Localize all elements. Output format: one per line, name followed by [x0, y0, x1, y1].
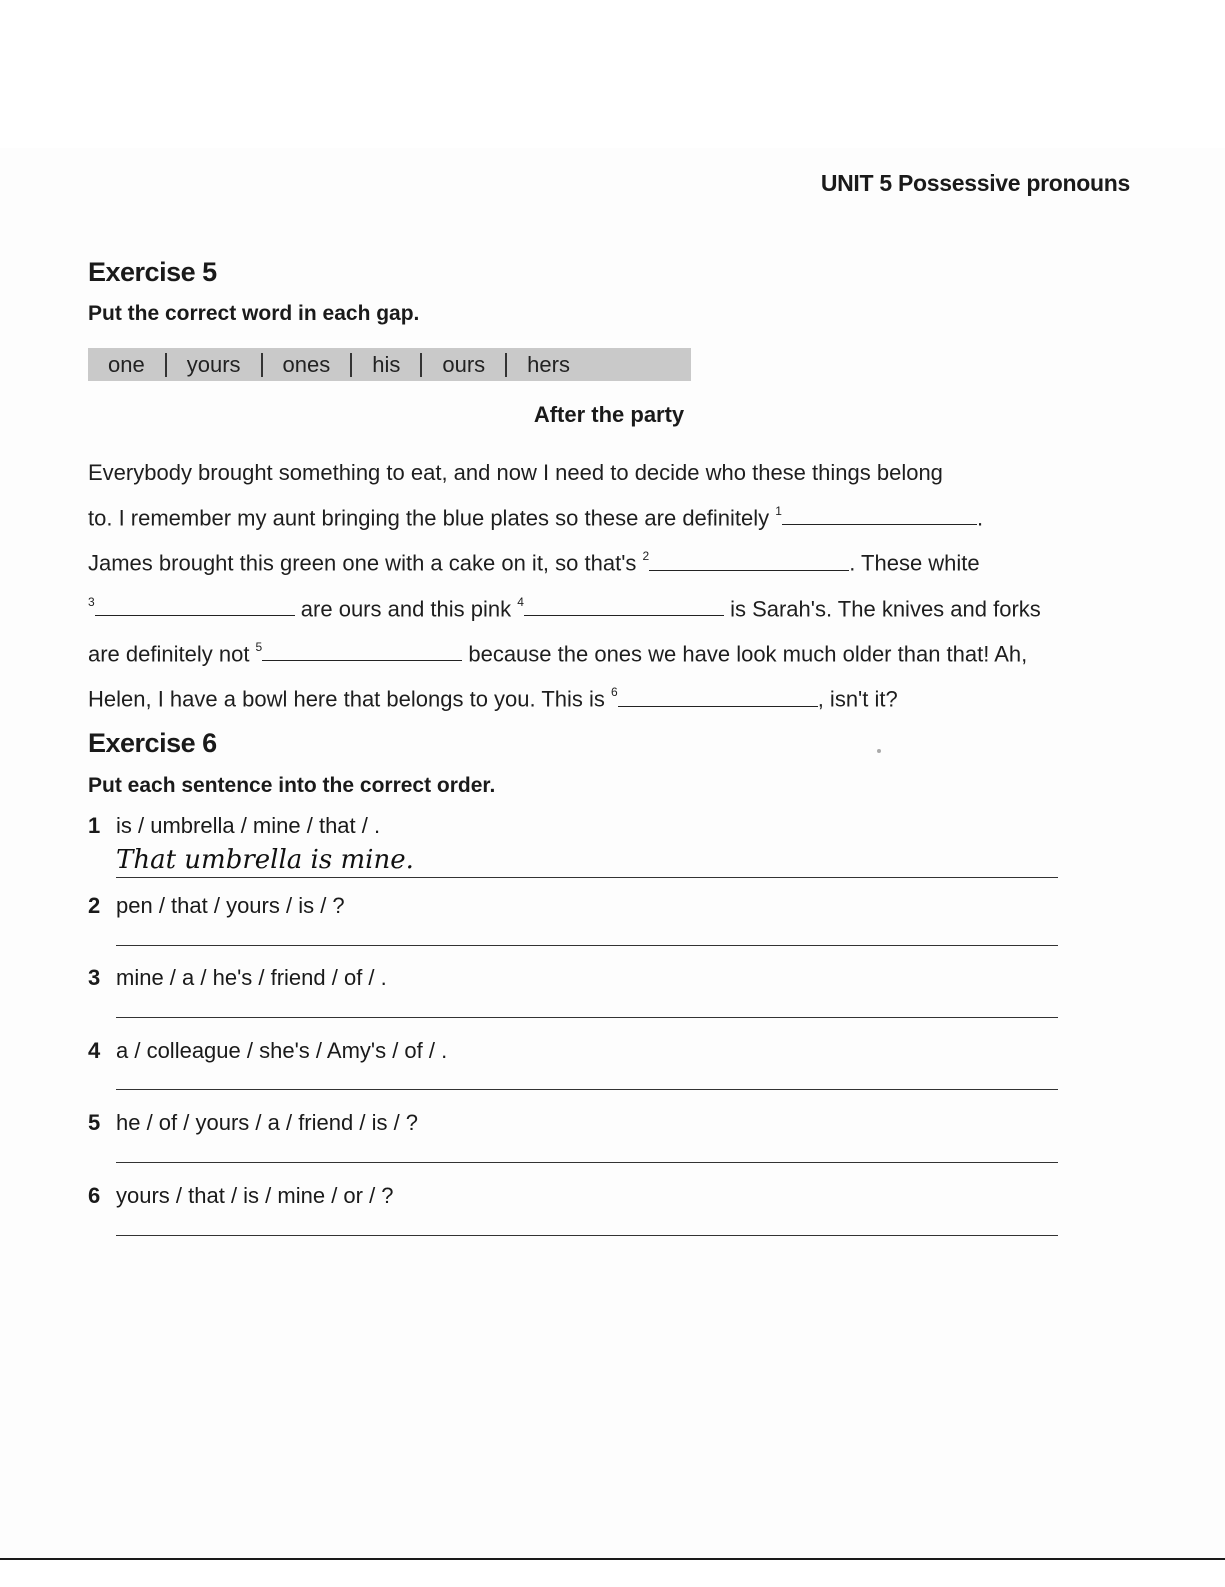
gap-4-blank[interactable]: [524, 599, 724, 616]
item-prompt: a / colleague / she's / Amy's / of / .: [116, 1038, 448, 1063]
answer-line[interactable]: [116, 1089, 1058, 1090]
word-bank: [88, 348, 691, 381]
item-prompt: he / of / yours / a / friend / is / ?: [116, 1110, 419, 1135]
gap-number: 4: [517, 594, 524, 609]
unit-title: UNIT 5 Possessive pronouns: [820, 170, 1130, 196]
story-text-segment: . These white: [849, 550, 980, 576]
story-text-segment: Helen, I have a bowl here that belongs to you. This is: [88, 686, 612, 712]
word-bank-item: hers: [527, 351, 570, 377]
story-text-segment: is Sarah's. The knives and forks: [723, 595, 1041, 621]
item-prompt: mine / a / he's / friend / of / .: [116, 965, 387, 990]
answer-line[interactable]: [116, 1017, 1058, 1018]
item-prompt: is / umbrella / mine / that / .: [116, 813, 381, 838]
word-bank-item: yours: [186, 351, 241, 377]
gap-number: 1: [775, 504, 782, 518]
answer-line[interactable]: [116, 1235, 1058, 1236]
gap-2-blank[interactable]: [649, 554, 849, 571]
story-line: [88, 453, 1128, 493]
story-line: [88, 629, 1128, 674]
gap-number: 5: [255, 639, 263, 654]
item-number: 4: [88, 1038, 101, 1063]
item-number: 6: [88, 1183, 101, 1208]
item-prompt: yours / that / is / mine / or / ?: [116, 1183, 394, 1208]
handwritten-answer: That umbrella is mine.: [116, 845, 414, 875]
answer-line[interactable]: [116, 945, 1058, 946]
gap-5-blank[interactable]: [262, 644, 462, 661]
item-number: 3: [88, 965, 101, 990]
exercise-5-instruction: Put the correct word in each gap.: [88, 302, 420, 325]
exercise-6-instruction: Put each sentence into the correct order.: [88, 774, 496, 797]
story-text: [88, 453, 1128, 720]
item-number: 5: [88, 1110, 101, 1135]
scan-speck: [877, 749, 881, 753]
answer-line[interactable]: [116, 877, 1058, 878]
word-bank-item: his: [372, 351, 401, 377]
story-text-segment: because the ones we have look much older than that! Ah,: [462, 641, 1028, 667]
gap-6-blank[interactable]: [618, 690, 818, 707]
gap-1-blank[interactable]: [782, 508, 977, 525]
story-text-segment: .: [976, 505, 984, 531]
gap-3-blank[interactable]: [95, 599, 295, 616]
page-bottom-edge: [0, 1558, 1225, 1587]
word-bank-item: one: [108, 351, 145, 377]
story-text-segment: Everybody brought something to eat, and now I need to decide who these things belong: [88, 460, 943, 485]
story-text-segment: James brought this green one with a cake on it, so that's: [88, 550, 643, 576]
gap-number: 2: [642, 549, 650, 564]
exercise-5-title: Exercise 5: [88, 257, 217, 287]
story-title: After the party: [533, 402, 685, 427]
story-line: [88, 493, 1128, 538]
story-text-segment: , isn't it?: [817, 686, 898, 712]
story-text-segment: are definitely not: [88, 641, 256, 667]
story-line: [88, 584, 1128, 629]
item-number: 1: [88, 813, 101, 838]
story-text-segment: to. I remember my aunt bringing the blue plates so these are definitely: [88, 505, 776, 531]
story-line: [88, 674, 1128, 719]
word-bank-item: ones: [282, 351, 331, 377]
story-line: [88, 538, 1128, 583]
gap-number: 6: [611, 685, 618, 700]
exercise-6-title: Exercise 6: [88, 728, 217, 758]
item-number: 2: [88, 893, 101, 918]
story-text-segment: are ours and this pink: [294, 595, 518, 621]
gap-number: 3: [88, 594, 95, 609]
word-bank-item: ours: [442, 351, 486, 377]
item-prompt: pen / that / yours / is / ?: [116, 893, 345, 918]
answer-line[interactable]: [116, 1162, 1058, 1163]
